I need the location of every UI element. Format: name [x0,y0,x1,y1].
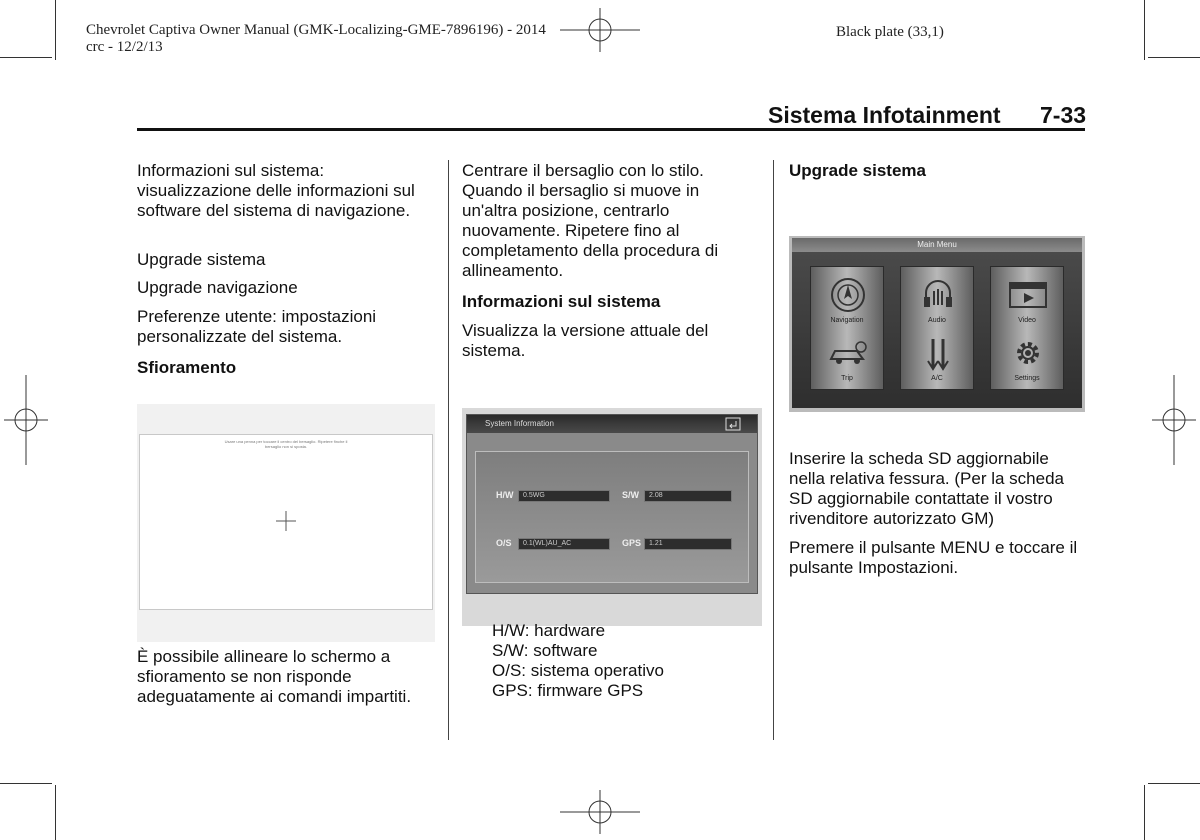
system-information-screen-image [462,408,762,626]
paragraph: Upgrade navigazione [137,278,298,297]
column-divider [773,160,774,740]
menu-tile-video-settings[interactable] [990,266,1064,390]
main-menu-screen-image [789,236,1085,412]
video-icon [1008,279,1048,311]
system-information-titlebar [467,415,757,433]
system-information-title: System Information [485,419,554,428]
print-meta-line2: crc - 12/2/13 [86,39,163,55]
legend-list [492,621,752,701]
registration-mark-icon [560,8,640,52]
sw-value: 2.08 [644,490,732,502]
crop-mark [1148,783,1200,784]
ac-icon [923,337,953,371]
audio-icon [920,277,956,313]
section-heading: Sfioramento [137,358,237,377]
crop-mark [1148,57,1200,58]
section-title: Sistema Infotainment [768,102,1001,128]
menu-label-navigation: Navigation [830,317,864,324]
calibration-screen-image [137,404,435,642]
paragraph: Premere il pulsante MENU e toccare il pulsante Impostazioni. [789,538,1078,577]
menu-label-video: Video [1018,317,1036,324]
registration-mark-icon [560,790,640,834]
crop-mark [1144,0,1145,60]
hw-value: 0.5WG [518,490,610,502]
print-meta [86,22,546,56]
calibration-instruction: Usare una penna per toccare il centro del bersaglio. Ripetere finche il bersaglio non si sposta. [224,439,348,449]
plate-label: Black plate (33,1) [836,24,944,40]
back-icon[interactable] [725,417,741,431]
paragraph: È possibile allineare lo schermo a sfioramento se non risponde adeguatamente ai comandi impartiti. [137,647,412,706]
crosshair-icon [276,511,296,531]
gear-icon [1012,337,1044,369]
column-divider [448,160,449,740]
legend-item: H/W: hardware [492,621,606,640]
main-menu-body [792,252,1082,408]
menu-label-settings: Settings [1014,375,1040,382]
paragraph: Informazioni sul sistema: visualizzazione delle informazioni sul software del sistema di navigazione. [137,161,415,220]
main-menu-title: Main Menu [917,240,957,249]
crop-mark [55,0,56,60]
section-heading: Informazioni sul sistema [462,292,661,311]
calibration-screen [139,434,433,610]
gps-label: GPS [622,538,642,548]
paragraph: Centrare il bersaglio con lo stilo. Quando il bersaglio si muove in un'altra posizione, centrarlo nuovamente. Ripetere fino al completamento della procedura di allineamento. [462,161,719,280]
gps-value: 1.21 [644,538,732,550]
paragraph: Preferenze utente: impostazioni personalizzate del sistema. [137,307,377,346]
menu-label-audio: Audio [928,317,946,324]
section-heading: Upgrade sistema [789,161,926,180]
legend-item: O/S: sistema operativo [492,661,664,680]
system-information-panel [466,414,758,594]
header-rule [137,128,1085,131]
paragraph: Upgrade sistema [137,250,266,269]
legend-item: S/W: software [492,641,598,660]
registration-mark-icon [1152,375,1196,465]
os-value: 0.1(WL)AU_AC [518,538,610,550]
menu-label-ac: A/C [931,375,943,382]
navigation-icon [830,277,866,313]
main-menu-titlebar [792,238,1082,252]
system-information-content [475,451,749,583]
crop-mark [0,57,52,58]
page-number: 7-33 [1040,102,1087,128]
crop-mark [1144,785,1145,840]
menu-tile-navigation-trip[interactable] [810,266,884,390]
os-label: O/S [496,538,512,548]
menu-label-trip: Trip [841,375,853,382]
trip-icon [827,339,869,369]
crop-mark [0,783,52,784]
paragraph: Visualizza la versione attuale del sistema. [462,321,709,360]
registration-mark-icon [4,375,48,465]
sw-label: S/W [622,490,639,500]
hw-label: H/W [496,490,514,500]
crop-mark [55,785,56,840]
print-meta-line1: Chevrolet Captiva Owner Manual (GMK-Localizing-GME-7896196) - 2014 [86,22,546,38]
menu-tile-audio-ac[interactable] [900,266,974,390]
legend-item: GPS: firmware GPS [492,681,644,700]
paragraph: Inserire la scheda SD aggiornabile nella relativa fessura. (Per la scheda SD aggiornabile contattate il vostro rivenditore autorizzato GM) [789,449,1064,528]
